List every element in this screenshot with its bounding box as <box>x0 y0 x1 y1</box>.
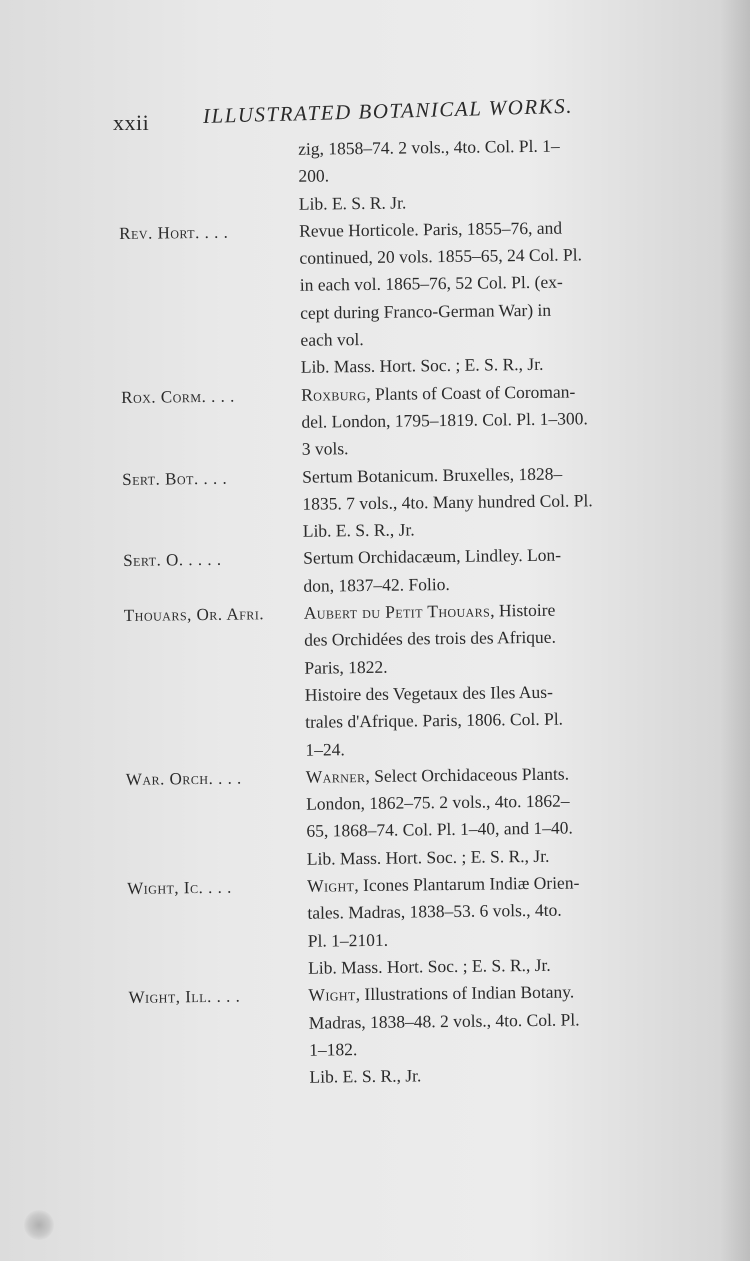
entry-abbreviation: Rox. Corm. . . . <box>121 386 235 407</box>
entry-description <box>306 759 657 872</box>
entry-abbreviation: Wight, Ill. . . . <box>128 986 241 1008</box>
entry-line: Lib. E. S. R. Jr. <box>298 192 407 214</box>
entry-line: continued, 20 vols. 1855–65, 24 Col. Pl. <box>299 244 583 268</box>
bibliography-list <box>118 132 660 1094</box>
entry-line: trales d'Afrique. Paris, 1806. Col. Pl. <box>305 708 564 732</box>
entry-line: 65, 1868–74. Col. Pl. 1–40, and 1–40. <box>306 817 573 842</box>
entry-line: Madras, 1838–48. 2 vols., 4to. Col. Pl. <box>308 1008 580 1033</box>
entry-line: Paris, 1822. <box>304 656 388 678</box>
bibliography-entry <box>126 759 657 875</box>
entry-abbreviation: Thouars, Or. Afri. <box>123 604 265 626</box>
bibliography-entry <box>127 868 658 984</box>
entry-line: 3 vols. <box>301 438 349 460</box>
entry-abbreviation: Sert. Bot. . . . <box>122 468 228 489</box>
bibliography-entry <box>124 596 656 766</box>
entry-line: Histoire des Vegetaux des Iles Aus- <box>304 681 553 705</box>
page-number: xxii <box>113 110 150 135</box>
entry-line: London, 1862–75. 2 vols., 4to. 1862– <box>306 790 570 814</box>
entry-line: Sertum Orchidacæum, Lindley. Lon- <box>303 545 562 569</box>
entry-line: tales. Madras, 1838–53. 6 vols., 4to. <box>307 899 562 924</box>
bibliography-entry <box>123 541 654 602</box>
entry-line: Wight, Icones Plantarum Indiæ Orien- <box>307 872 580 896</box>
page-smudge <box>24 1210 54 1240</box>
bibliography-entry <box>118 132 649 220</box>
entry-line: in each vol. 1865–76, 52 Col. Pl. (ex- <box>299 272 563 296</box>
entry-line: Roxburg, Plants of Coast of Coroman- <box>301 381 576 405</box>
entry-description <box>299 213 651 381</box>
entry-line: Revue Horticole. Paris, 1855–76, and <box>299 217 563 241</box>
bibliography-entry <box>128 978 659 1094</box>
entry-description <box>304 596 656 764</box>
entry-line: don, 1837–42. Folio. <box>303 573 450 596</box>
running-title: ILLUSTRATED BOTANICAL WORKS. <box>202 93 574 128</box>
entry-description <box>302 459 653 545</box>
entry-abbreviation <box>118 136 299 220</box>
entry-abbreviation: Wight, Ic. . . . <box>127 877 232 898</box>
entry-description <box>298 132 649 218</box>
entry-description <box>307 868 658 981</box>
bibliography-entry <box>119 213 651 383</box>
entry-abbreviation: War. Orch. . . . <box>125 768 242 789</box>
entry-line: Lib. Mass. Hort. Soc. ; E. S. R., Jr. <box>306 845 550 869</box>
entry-abbreviation: Sert. O. . . . . <box>123 550 222 571</box>
entry-line: Warner, Select Orchidaceous Plants. <box>305 763 570 787</box>
entry-line: each vol. <box>300 329 364 350</box>
entry-line: zig, 1858–74. 2 vols., 4to. Col. Pl. 1– <box>298 135 560 159</box>
entry-line: Lib. Mass. Hort. Soc. ; E. S. R., Jr. <box>308 954 551 978</box>
entry-line: des Orchidées des trois des Afrique. <box>304 627 557 651</box>
entry-line: Pl. 1–2101. <box>307 929 389 951</box>
entry-description <box>301 377 652 463</box>
entry-line: Wight, Illustrations of Indian Botany. <box>308 981 575 1005</box>
entry-line: del. London, 1795–1819. Col. Pl. 1–300. <box>301 408 588 432</box>
entry-line: Lib. Mass. Hort. Soc. ; E. S. R., Jr. <box>300 354 544 378</box>
entry-line: 1–182. <box>309 1038 358 1060</box>
entry-line: 1835. 7 vols., 4to. Many hundred Col. Pl. <box>302 490 593 514</box>
entry-line: Lib. E. S. R., Jr. <box>309 1065 422 1087</box>
bibliography-entry <box>121 377 652 465</box>
entry-line: Sertum Botanicum. Bruxelles, 1828– <box>302 463 563 487</box>
entry-description <box>308 978 659 1091</box>
entry-line: Aubert du Petit Thouars, Histoire <box>303 599 556 623</box>
running-header <box>113 93 653 136</box>
bibliography-entry <box>122 459 653 547</box>
entry-line: cept during Franco-German War) in <box>300 299 552 323</box>
entry-line: 200. <box>298 165 330 187</box>
entry-description <box>303 541 654 600</box>
entry-line: 1–24. <box>305 738 345 760</box>
entry-line: Lib. E. S. R., Jr. <box>302 519 415 541</box>
entry-abbreviation: Rev. Hort. . . . <box>119 222 229 243</box>
